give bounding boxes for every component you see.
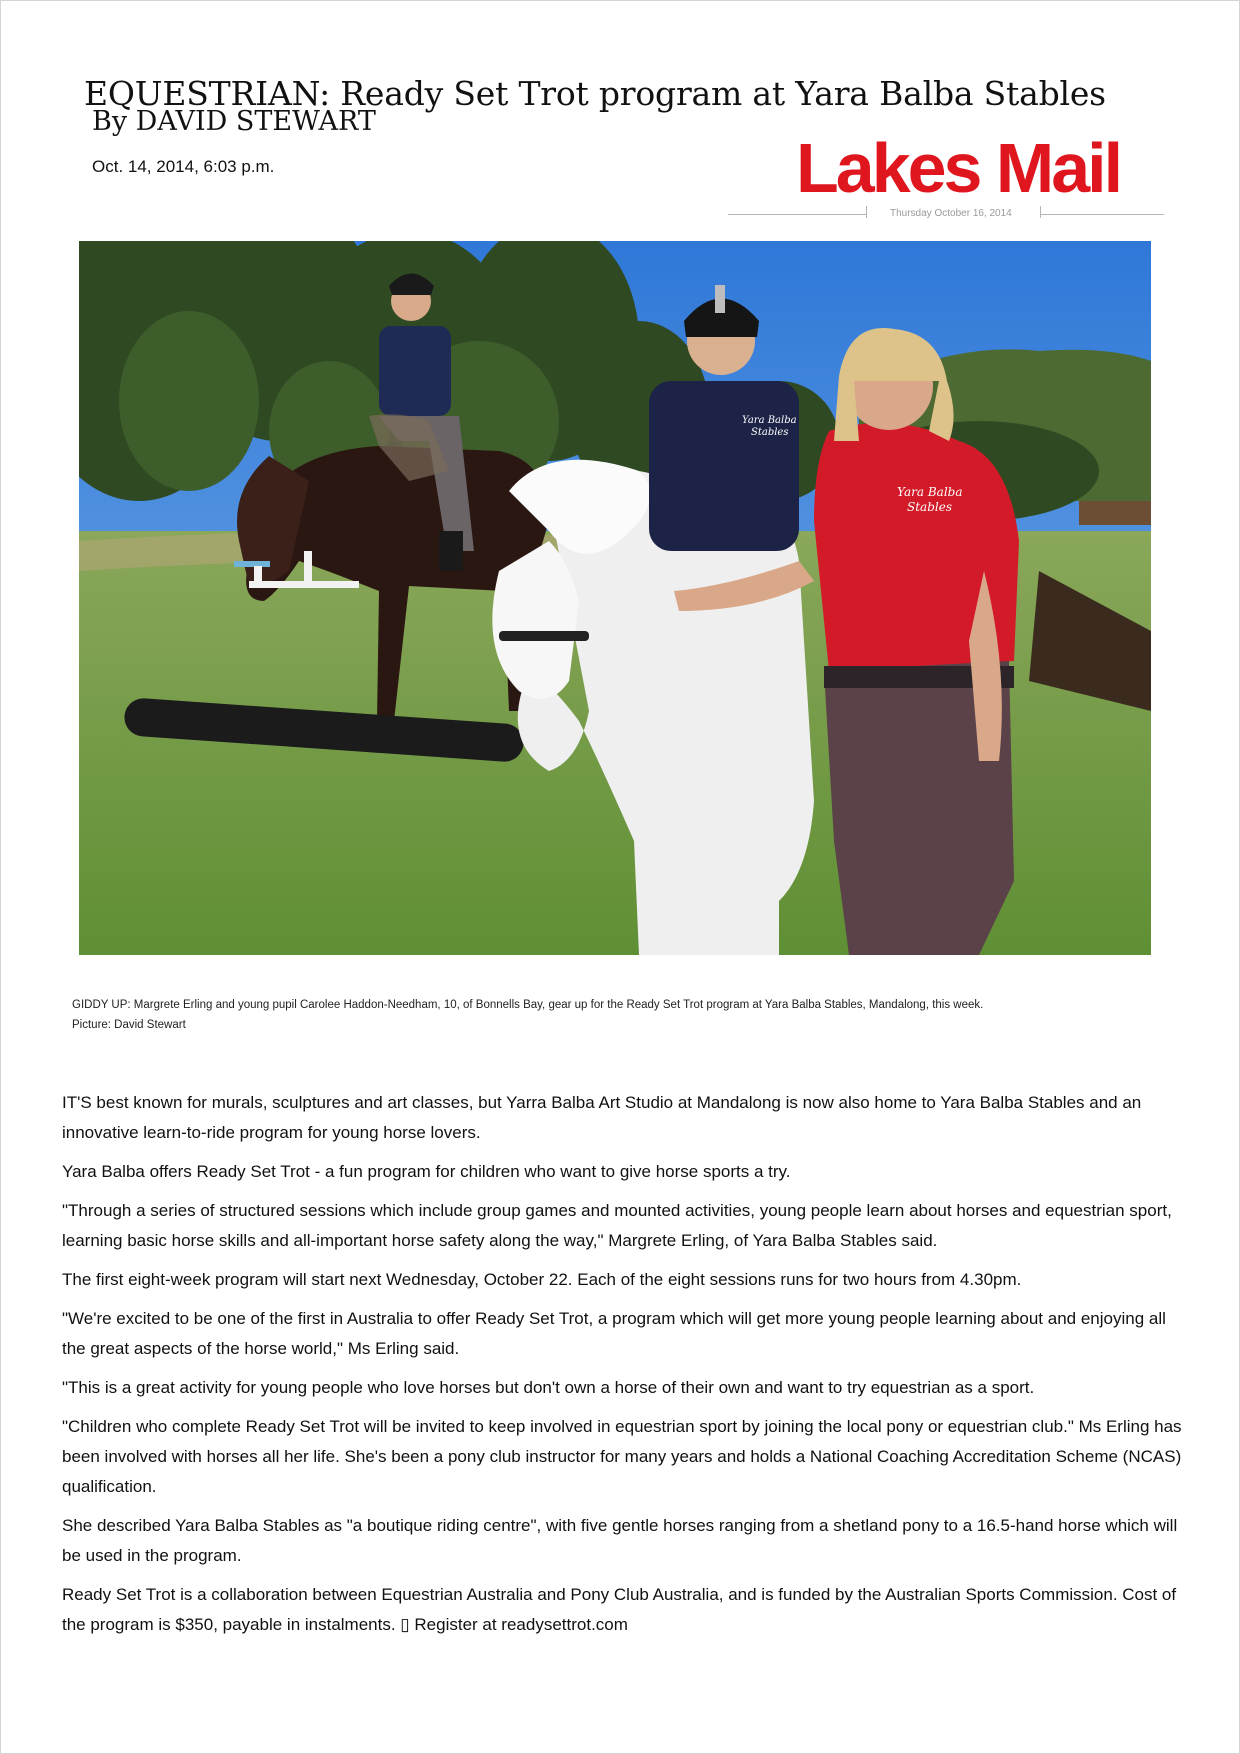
masthead-tick-right <box>1040 206 1041 218</box>
masthead-tick-left <box>866 206 867 218</box>
photo-caption <box>72 995 1172 1035</box>
body-paragraph: Ready Set Trot is a collaboration between Equestrian Australia and Pony Club Australia, and is funded by the Australian Sports Commission. Cost of the program is $350, payable in instalments. ▯ Register at readysettrot.com <box>62 1585 1177 1634</box>
article-body <box>62 1088 1182 1649</box>
instructor-shirt-text-1: Yara Balba <box>897 485 963 499</box>
body-paragraph: She described Yara Balba Stables as "a boutique riding centre", with five gentle horses ranging from a shetland pony to a 16.5-hand horse which will be used in the program. <box>62 1516 1178 1565</box>
masthead-rule-right <box>1040 214 1164 215</box>
body-paragraph: "This is a great activity for young people who love horses but don't own a horse of their own and want to try equestrian as a sport. <box>62 1378 1035 1397</box>
body-paragraph: Yara Balba offers Ready Set Trot - a fun program for children who want to give horse sports a try. <box>62 1162 791 1181</box>
body-paragraph: The first eight-week program will start next Wednesday, October 22. Each of the eight sessions runs for two hours from 4.30pm. <box>62 1270 1022 1289</box>
pony-rider-shirt-text-1: Yara Balba <box>742 415 797 426</box>
instructor-shirt-text-2: Stables <box>907 500 952 514</box>
masthead-edition-date: Thursday October 16, 2014 <box>890 208 1012 219</box>
lakes-mail-logo: Lakes Mail <box>796 129 1121 207</box>
body-paragraph: "Children who complete Ready Set Trot will be invited to keep involved in equestrian sport by joining the local pony or equestrian club." Ms Erling has been involved with horses all her life. She's been a pony club instructor for many years and holds a National Coaching Accreditation Scheme (NCAS) qualification. <box>62 1417 1182 1496</box>
body-paragraph: "Through a series of structured sessions which include group games and mounted activities, young people learn about horses and equestrian sport, learning basic horse skills and all-important horse safety along the way," Margrete Erling, of Yara Balba Stables said. <box>62 1201 1172 1250</box>
article-photo <box>79 241 1151 955</box>
article-headline: EQUESTRIAN: Ready Set Trot program at Yara Balba Stables <box>84 74 1106 113</box>
body-paragraph: "We're excited to be one of the first in Australia to offer Ready Set Trot, a program which will get more young people learning about and enjoying all the great aspects of the horse world," Ms Erling said. <box>62 1309 1166 1358</box>
masthead-rule-left <box>728 214 866 215</box>
pony-rider-shirt-text-2: Stables <box>751 427 789 438</box>
caption-text: GIDDY UP: Margrete Erling and young pupil Carolee Haddon-Needham, 10, of Bonnells Bay, gear up for the Ready Set Trot program at Yara Balba Stables, Mandalong, this week. <box>72 999 984 1011</box>
article-byline: By DAVID STEWART <box>92 106 376 137</box>
article-dateline: Oct. 14, 2014, 6:03 p.m. <box>92 157 275 176</box>
riders-and-horses-illustration <box>79 241 1151 955</box>
caption-credit: Picture: David Stewart <box>72 1019 186 1031</box>
newspaper-masthead <box>728 118 1164 228</box>
body-paragraph: IT'S best known for murals, sculptures and art classes, but Yarra Balba Art Studio at Mandalong is now also home to Yara Balba Stables and an innovative learn-to-ride program for young horse lovers. <box>62 1093 1142 1142</box>
